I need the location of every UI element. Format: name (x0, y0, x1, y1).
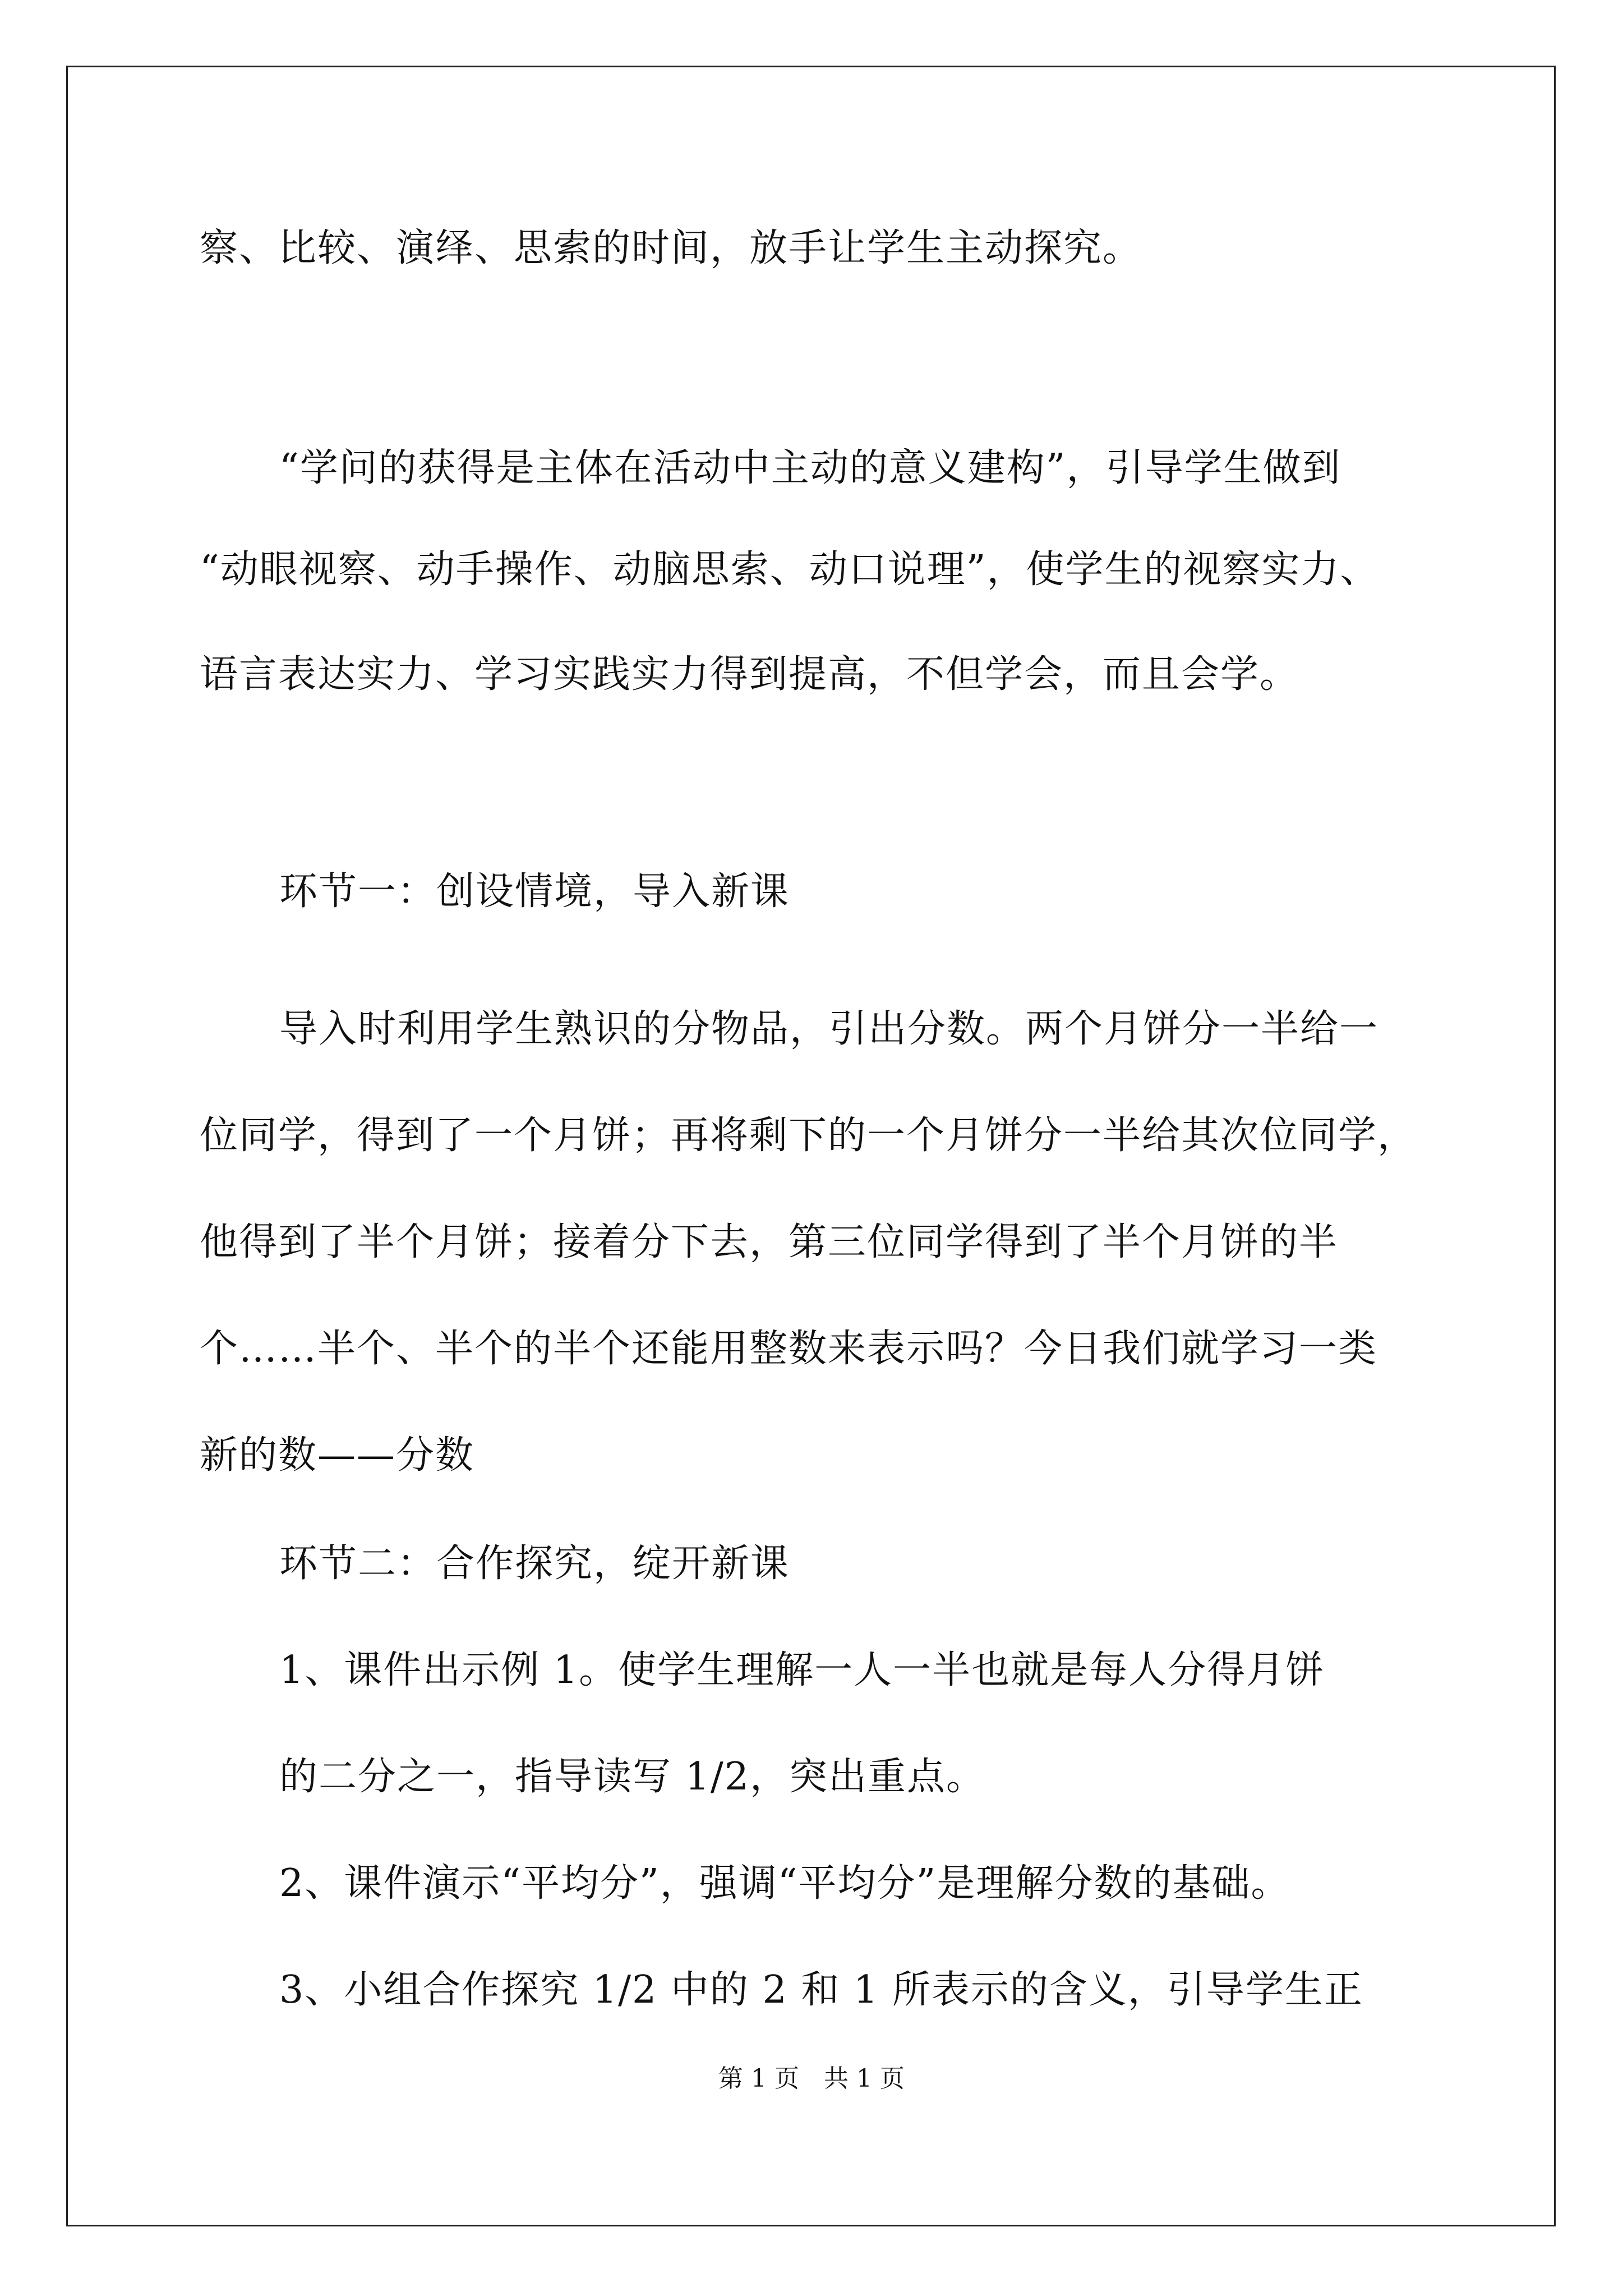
paragraph-line: 3、小组合作探究 1/2 中的 2 和 1 所表示的含义，引导学生正 (279, 1968, 1363, 2012)
paragraph-line: 新的数——分数 (200, 1433, 475, 1478)
paragraph-line: 的二分之一，指导读写 1/2，突出重点。 (279, 1755, 986, 1799)
paragraph-line: “学问的获得是主体在活动中主动的意义建构”，引导学生做到 (279, 446, 1341, 490)
paragraph-line: 语言表达实力、学习实践实力得到提高，不但学会，而且会学。 (200, 652, 1299, 697)
paragraph-line: 察、比较、演绎、思索的时间，放手让学生主动探究。 (200, 226, 1142, 270)
paragraph-line: 导入时利用学生熟识的分物品，引出分数。两个月饼分一半给一 (279, 1007, 1379, 1051)
paragraph-line: “动眼视察、动手操作、动脑思索、动口说理”，使学生的视察实力、 (200, 547, 1380, 592)
page-footer: 第 1 页 共 1 页 (718, 2064, 905, 2093)
paragraph-line: 2、课件演示“平均分”，强调“平均分”是理解分数的基础。 (279, 1861, 1290, 1906)
paragraph-line: 个……半个、半个的半个还能用整数来表示吗？今日我们就学习一类 (200, 1327, 1378, 1371)
paragraph-line: 1、课件出示例 1。使学生理解一人一半也就是每人分得月饼 (279, 1648, 1325, 1692)
paragraph-line: 他得到了半个月饼；接着分下去，第三位同学得到了半个月饼的半 (200, 1220, 1339, 1264)
paragraph-line: 位同学，得到了一个月饼；再将剩下的一个月饼分一半给其次位同学， (200, 1114, 1417, 1158)
section-heading: 环节二：合作探究，绽开新课 (279, 1542, 790, 1586)
section-heading: 环节一：创设情境，导入新课 (279, 869, 790, 914)
